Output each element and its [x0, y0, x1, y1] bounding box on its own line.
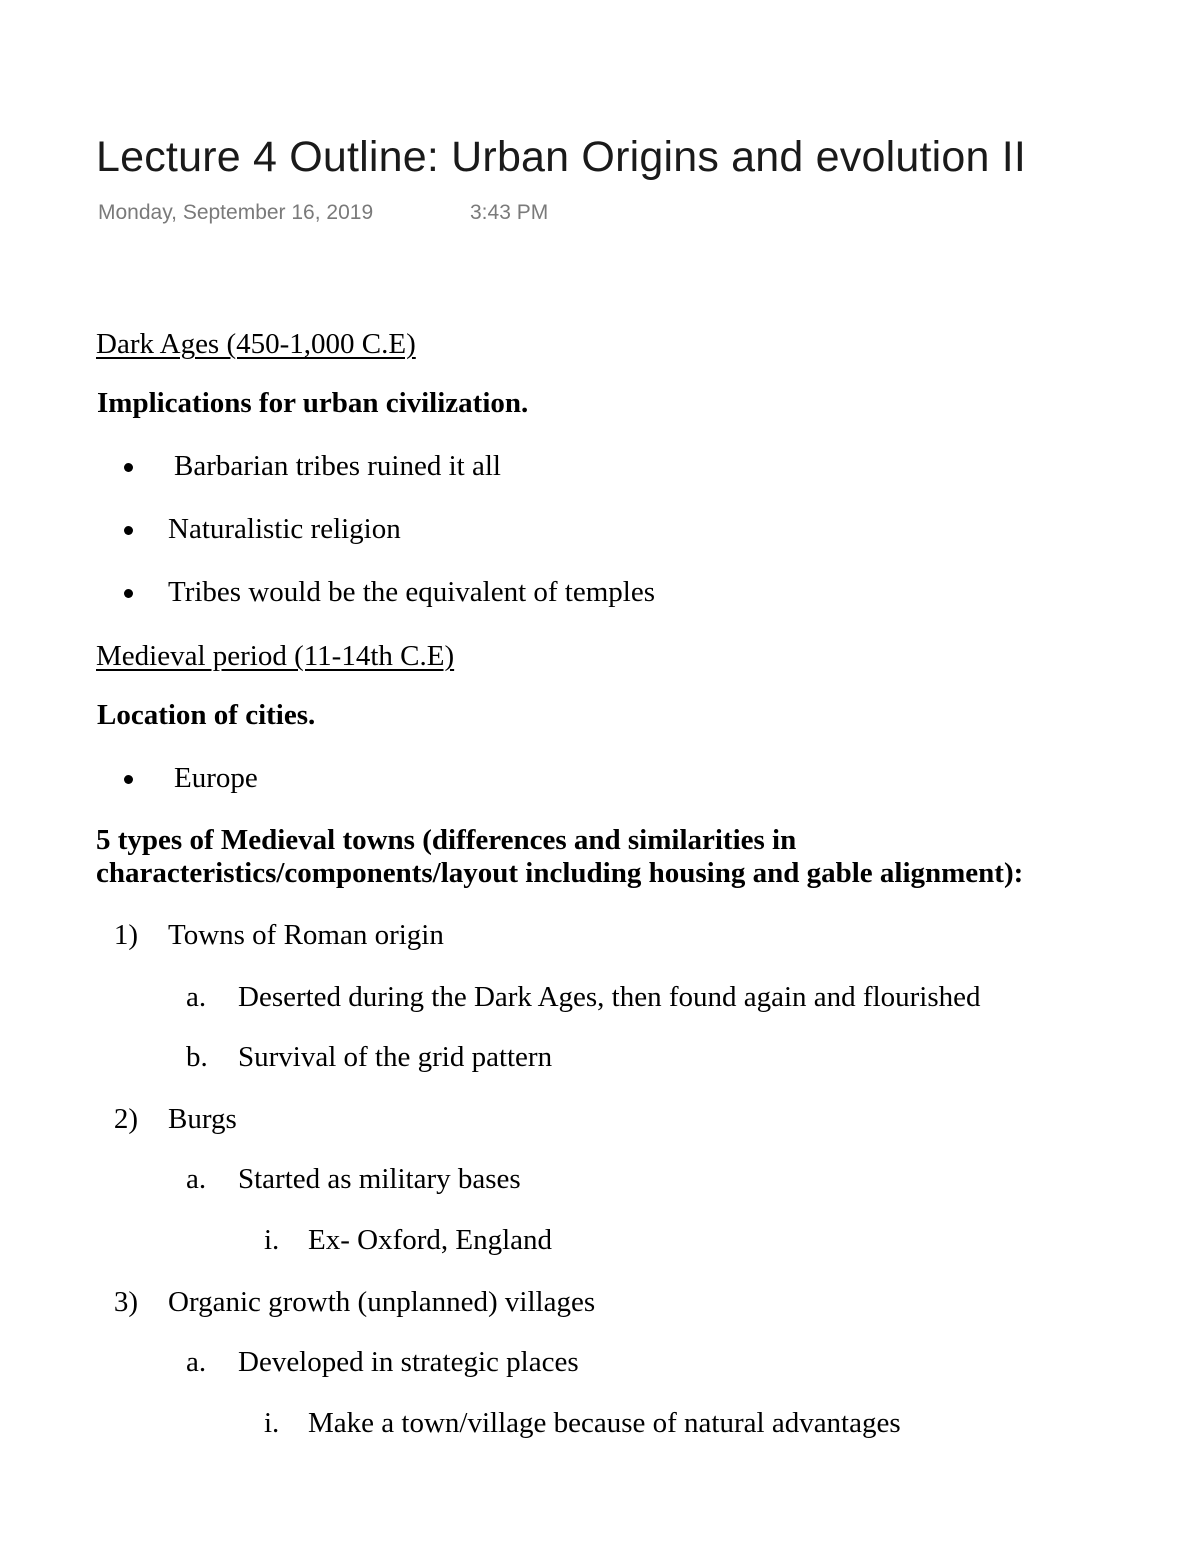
sub-item: Survival of the grid pattern	[238, 1041, 553, 1073]
sub-sub-item-marker: i.	[264, 1407, 280, 1439]
list-number: 1)	[113, 919, 138, 951]
note-date: Monday, September 16, 2019	[98, 201, 374, 224]
sub-item: Deserted during the Dark Ages, then found again and flourished	[238, 981, 981, 1013]
list-item: Europe	[174, 762, 258, 794]
medieval-heading: Medieval period (11-14th C.E)	[96, 640, 455, 672]
sub-item-marker: b.	[186, 1041, 208, 1073]
list-number: 3)	[113, 1286, 138, 1318]
bullet-icon	[124, 589, 133, 598]
note-time: 3:43 PM	[470, 201, 549, 224]
bullet-icon	[124, 526, 133, 535]
sub-sub-item: Ex- Oxford, England	[308, 1224, 553, 1256]
list-item: Burgs	[168, 1103, 237, 1135]
bullet-icon	[124, 775, 133, 784]
sub-item-marker: a.	[186, 981, 207, 1013]
bullet-icon	[124, 463, 133, 472]
types-heading-line1: 5 types of Medieval towns (differences and similarities in	[96, 824, 797, 856]
list-item: Organic growth (unplanned) villages	[168, 1286, 596, 1318]
list-item: Tribes would be the equivalent of temples	[168, 576, 656, 608]
sub-item-marker: a.	[186, 1346, 207, 1378]
sub-item: Started as military bases	[238, 1163, 521, 1195]
list-item: Naturalistic religion	[168, 513, 401, 545]
list-item: Towns of Roman origin	[168, 919, 444, 951]
page-title: Lecture 4 Outline: Urban Origins and evolution II	[96, 133, 1027, 181]
types-heading-line2: characteristics/components/layout including housing and gable alignment):	[96, 857, 1024, 889]
list-number: 2)	[113, 1103, 138, 1135]
sub-item: Developed in strategic places	[238, 1346, 579, 1378]
sub-item-marker: a.	[186, 1163, 207, 1195]
sub-sub-item: Make a town/village because of natural advantages	[308, 1407, 901, 1439]
location-heading: Location of cities.	[97, 699, 316, 731]
list-item: Barbarian tribes ruined it all	[174, 450, 501, 482]
dark-ages-heading: Dark Ages (450-1,000 C.E)	[96, 328, 416, 360]
implications-heading: Implications for urban civilization.	[97, 387, 529, 419]
sub-sub-item-marker: i.	[264, 1224, 280, 1256]
